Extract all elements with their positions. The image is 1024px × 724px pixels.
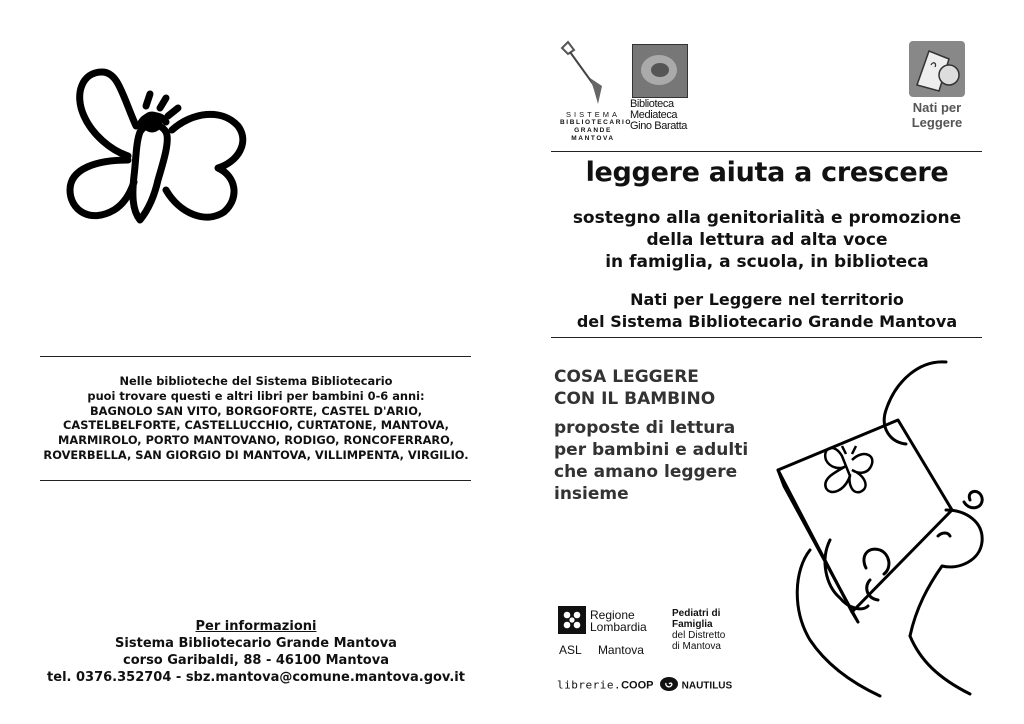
cosa-line: CON IL BAMBINO [554, 389, 716, 409]
libraries-notice [40, 374, 472, 463]
cover-title: leggere aiuta a crescere [585, 157, 949, 188]
npl-territory [552, 289, 982, 333]
kite-logo-icon [560, 38, 610, 108]
coop-label: COOP [621, 679, 654, 692]
biblioteca-label: Biblioteca [630, 98, 674, 110]
divider-bottom-left [40, 480, 471, 481]
contact-info [40, 618, 472, 686]
asl-mantova-text [559, 643, 644, 657]
info-address: corso Garibaldi, 88 - 46100 Mantova [123, 653, 389, 668]
libraries-intro: Nelle biblioteche del Sistema Bibliotecario [119, 374, 393, 388]
cosa-leggere-heading [554, 366, 764, 410]
pediatri-label: Pediatri di [672, 608, 721, 619]
biblioteca-logo-text [630, 99, 687, 132]
proposte-text [554, 417, 764, 505]
info-org: Sistema Bibliotecario Grande Mantova [115, 636, 397, 651]
cosa-line: COSA LEGGERE [554, 367, 699, 387]
proposte-line: che amano leggere [554, 462, 738, 482]
proposte-line: per bambini e adulti [554, 440, 749, 460]
distretto-label: del Distretto [672, 630, 726, 641]
libraries-intro-2: puoi trovare questi e altri libri per bambini 0-6 anni: [87, 388, 425, 403]
pediatri-di-famiglia-text [672, 608, 725, 652]
subtitle-line: sostegno alla genitorialità e promozione [572, 208, 962, 228]
proposte-line: proposte di lettura [554, 418, 736, 438]
info-heading: Per informazioni [195, 619, 317, 634]
npl-line: del Sistema Bibliotecario Grande Mantova [576, 312, 958, 331]
subtitle-line: in famiglia, a scuola, in biblioteca [605, 252, 929, 272]
sistema-label: SISTEMA [566, 110, 620, 119]
butterfly-illustration [62, 64, 248, 236]
nautilus-shell-icon [659, 676, 679, 695]
librerie-label: librerie. [557, 678, 622, 692]
info-contact: tel. 0376.352704 - sbz.mantova@comune.mantova.gov.it [47, 670, 465, 685]
nati-per-leggere-logo-text [902, 100, 972, 130]
cover-subtitle [552, 207, 982, 273]
proposte-line: insieme [554, 484, 629, 504]
mediateca-label: Mediateca [630, 109, 678, 121]
regione-lombardia-logo-icon [558, 606, 586, 634]
di-mantova-label: di Mantova [672, 641, 721, 652]
biblioteca-photo [632, 44, 688, 98]
libraries-line: ROVERBELLA, SAN GIORGIO DI MANTOVA, VILLIMPENTA, VIRGILIO. [43, 447, 469, 462]
child-reading-illustration [770, 360, 992, 700]
libraries-line: BAGNOLO SAN VITO, BORGOFORTE, CASTEL D'ARIO, [89, 403, 423, 418]
subtitle-line: della lettura ad alta voce [646, 230, 888, 250]
npl-line: Nati per Leggere nel territorio [630, 290, 904, 309]
leggere-label: Leggere [911, 115, 963, 130]
mantova-label: Mantova [597, 643, 644, 657]
libraries-line: CASTELBELFORTE, CASTELLUCCHIO, CURTATONE, MANTOVA, [63, 418, 449, 433]
regione-label: Regione [590, 608, 635, 622]
famiglia-label: Famiglia [672, 619, 713, 630]
libraries-line: MARMIROLO, PORTO MANTOVANO, RODIGO, RONCOFERRARO, [58, 433, 454, 448]
sistema-logo-text [560, 110, 633, 143]
divider-bottom-right [551, 337, 982, 338]
lombardia-label: Lombardia [590, 620, 647, 634]
regione-lombardia-text [590, 609, 647, 633]
asl-label: ASL [559, 643, 582, 657]
divider-top-right [551, 151, 982, 152]
gino-baratta-label: Gino Baratta [630, 120, 687, 132]
bibliotecario-label: BIBLIOTECARIO [560, 119, 633, 126]
nautilus-label: NAUTILUS [681, 680, 733, 692]
nati-per-leggere-logo-icon [909, 41, 965, 97]
divider-top-left [40, 356, 471, 357]
nati-per-label: Nati per [912, 100, 962, 115]
grande-mantova-label: GRANDE MANTOVA [571, 127, 615, 142]
librerie-coop-logo [557, 676, 732, 695]
